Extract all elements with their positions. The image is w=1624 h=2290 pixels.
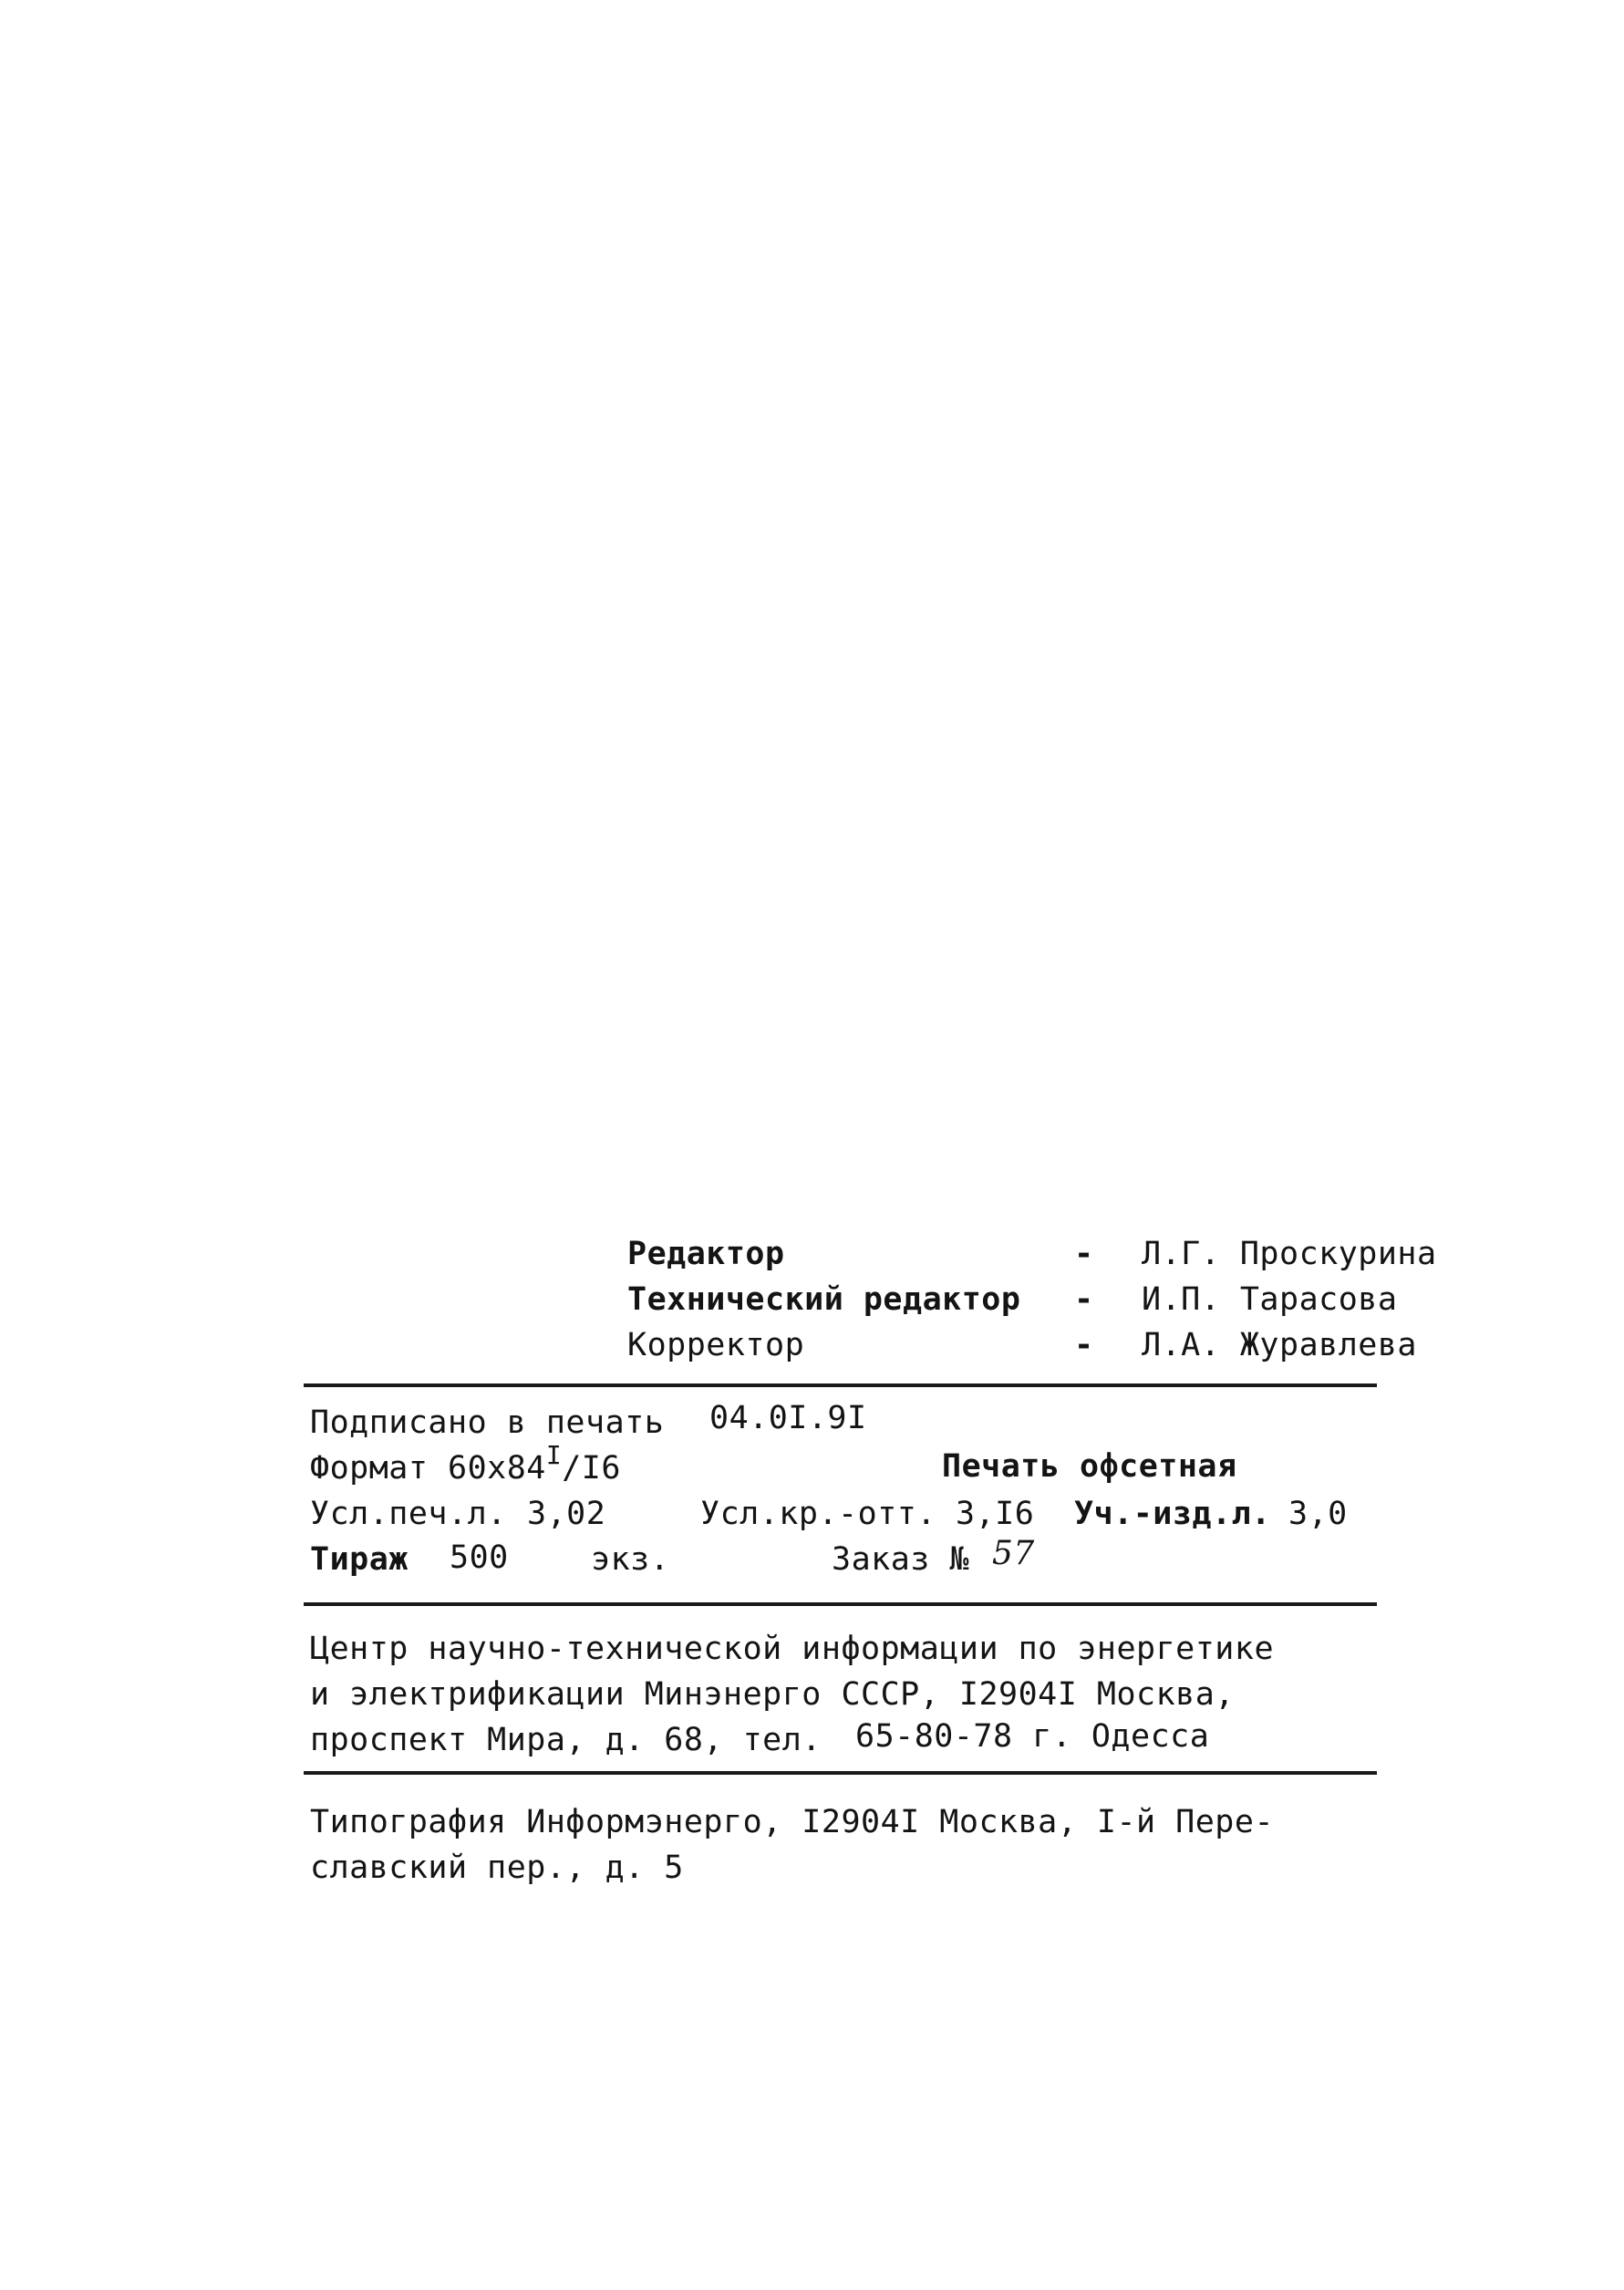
printer-line-1: Типография Информэнерго, I2904I Москва, I-й Пере- — [310, 1804, 1275, 1840]
signed-label: Подписано в печать — [310, 1404, 665, 1441]
tirazh-label: Тираж — [310, 1541, 409, 1578]
print-type: Печать офсетная — [942, 1448, 1237, 1485]
usl-kr-value: 3,I6 — [956, 1496, 1035, 1532]
usl-pech-label: Усл.печ.л. — [310, 1496, 507, 1532]
publisher-line-1: Центр научно-технической информации по энергетике — [310, 1631, 1275, 1667]
credit-role-corrector: Корректор — [627, 1327, 805, 1363]
zakaz-value-handwritten: 57 — [992, 1535, 1035, 1572]
credit-role-tech-editor: Технический редактор — [627, 1281, 1021, 1318]
format-label: Формат 60х84 — [310, 1450, 546, 1487]
format-tail: /I6 — [562, 1450, 621, 1487]
publisher-phone: 65-80-78 г. Одесса — [855, 1718, 1210, 1755]
usl-kr-label: Усл.кр.-отт. — [700, 1496, 936, 1532]
credit-name-editor: Л.Г. Проскурина — [1142, 1236, 1437, 1272]
divider-rule-2 — [304, 1602, 1377, 1606]
format-line — [310, 1440, 621, 1488]
printer-line-2: славский пер., д. 5 — [310, 1850, 684, 1886]
publisher-line-2: и электрификации Минэнерго СССР, I2904I Москва, — [310, 1676, 1235, 1713]
credit-dash-tech-editor: - — [1074, 1281, 1094, 1318]
credit-name-tech-editor: И.П. Тарасова — [1142, 1281, 1398, 1318]
zakaz-label: Заказ № — [832, 1541, 970, 1578]
credit-dash-corrector: - — [1074, 1327, 1094, 1363]
divider-rule-1 — [304, 1383, 1377, 1387]
uch-izd-label: Уч.-изд.л. — [1074, 1496, 1271, 1532]
usl-pech-value: 3,02 — [527, 1496, 606, 1532]
signed-date: 04.0I.9I — [709, 1400, 867, 1436]
credit-role-editor: Редактор — [627, 1236, 785, 1272]
publisher-line-3: проспект Мира, д. 68, тел. — [310, 1722, 822, 1758]
tirazh-value: 500 — [450, 1539, 509, 1576]
credit-name-corrector: Л.А. Журавлева — [1142, 1327, 1418, 1363]
credit-dash-editor: - — [1074, 1236, 1094, 1272]
divider-rule-3 — [304, 1771, 1377, 1775]
uch-izd-value: 3,0 — [1288, 1496, 1348, 1532]
format-superscript: I — [545, 1440, 563, 1470]
tirazh-unit: экз. — [591, 1541, 670, 1578]
